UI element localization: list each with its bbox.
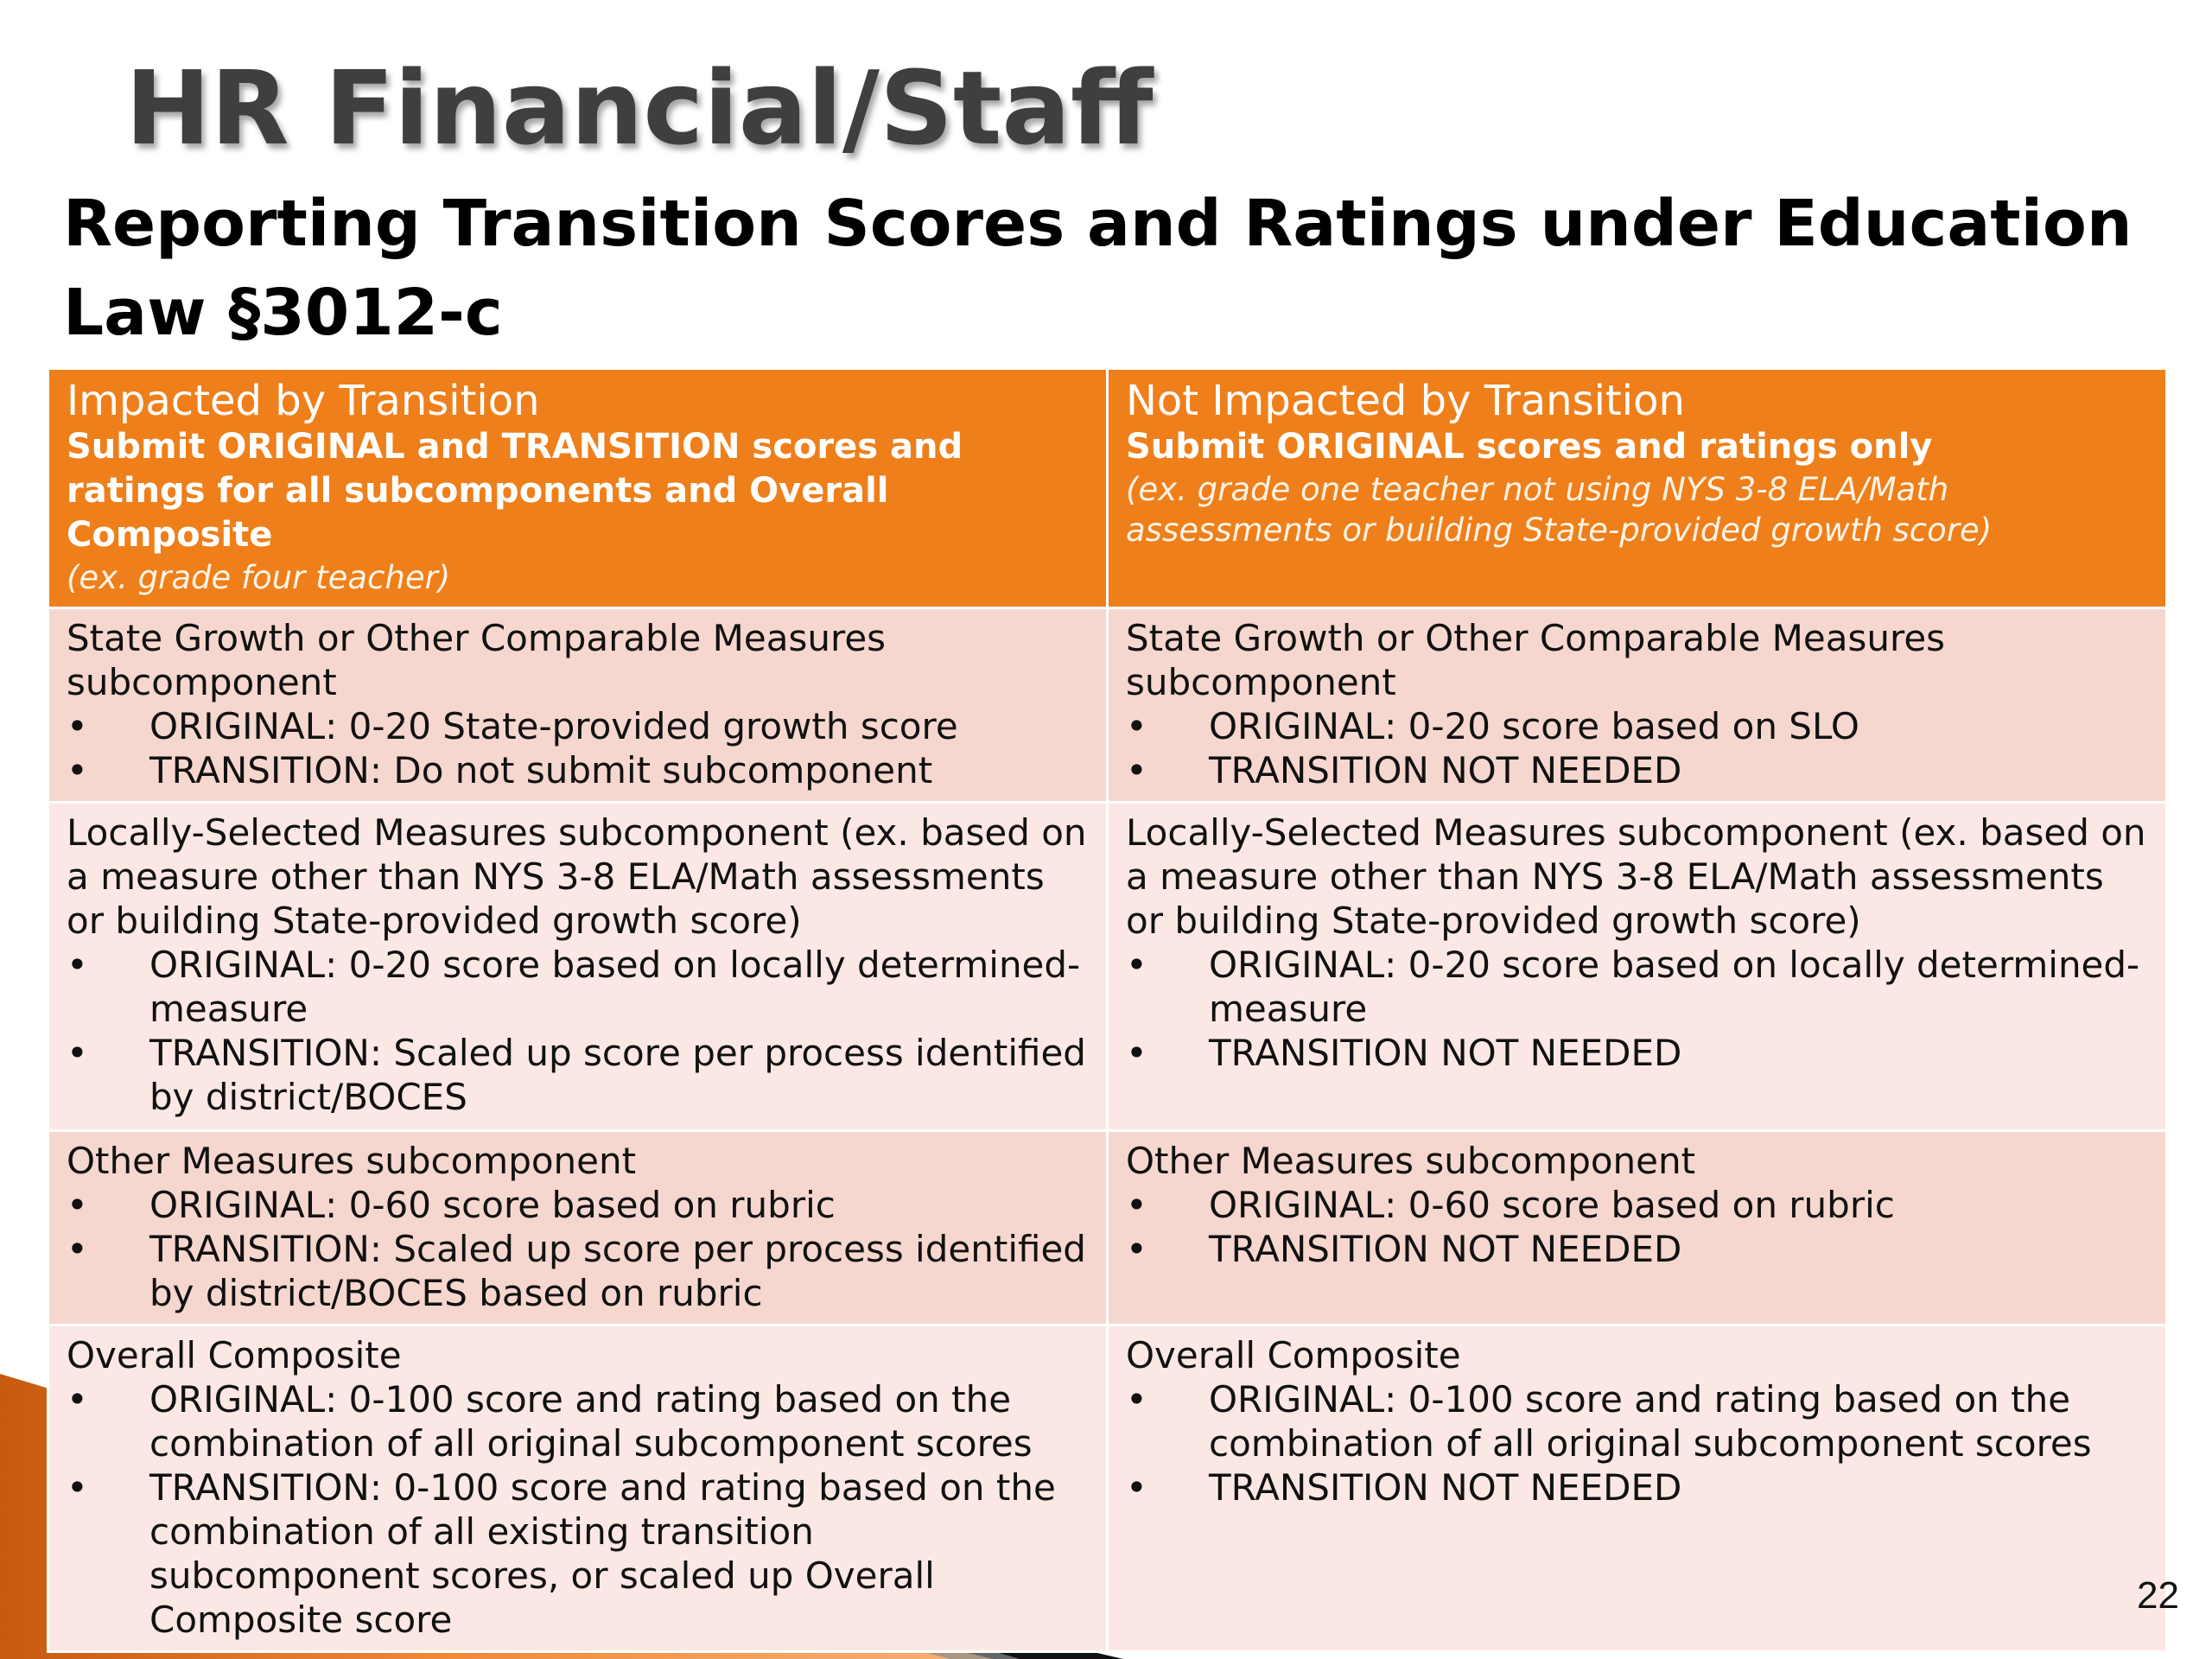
list-item xyxy=(67,1465,1089,1642)
table-cell xyxy=(1108,1325,2167,1652)
list-item-text: ORIGINAL: 0-100 score and rating based on the combination of all original subcomponent scores xyxy=(149,1378,1033,1465)
list-item xyxy=(67,1377,1089,1465)
column-title: Not Impacted by Transition xyxy=(1126,377,1685,425)
bullet-list xyxy=(67,704,1089,792)
bullet-icon: • xyxy=(67,705,88,747)
cell-heading: Locally-Selected Measures subcomponent (ex. based on a measure other than NYS 3-8 ELA/Math assessments or building State-provided growth score) xyxy=(67,811,1087,942)
bullet-icon: • xyxy=(1126,1378,1147,1421)
list-item xyxy=(67,748,1089,792)
table-row-locally-selected xyxy=(48,803,2167,1131)
cell-heading: State Growth or Other Comparable Measures subcomponent xyxy=(67,617,887,703)
page-number: 22 xyxy=(2137,1574,2179,1617)
bullet-icon: • xyxy=(1126,1032,1147,1074)
cell-heading: Locally-Selected Measures subcomponent (ex. based on a measure other than NYS 3-8 ELA/Math assessments or building State-provided growth score) xyxy=(1126,811,2146,942)
slide-title: HR Financial/Staff xyxy=(125,48,1154,168)
table-cell xyxy=(48,803,1108,1131)
column-instruction: Submit ORIGINAL and TRANSITION scores and ratings for all subcomponents and Overall Composite xyxy=(67,427,963,555)
bullet-icon: • xyxy=(1126,1466,1147,1509)
list-item-text: TRANSITION: 0-100 score and rating based on the combination of all existing transition subcomponent scores, or scaled up Overall Composite score xyxy=(149,1466,1056,1641)
cell-heading: Other Measures subcomponent xyxy=(67,1140,637,1182)
bullet-icon: • xyxy=(1126,944,1147,986)
table-cell xyxy=(48,608,1108,803)
bullet-icon: • xyxy=(1126,705,1147,747)
bullet-icon: • xyxy=(67,749,88,791)
list-item xyxy=(67,1227,1089,1315)
table-cell xyxy=(48,1325,1108,1652)
list-item-text: TRANSITION NOT NEEDED xyxy=(1209,1032,1682,1074)
column-title: Impacted by Transition xyxy=(67,377,540,425)
list-item-text: TRANSITION NOT NEEDED xyxy=(1209,1228,1682,1270)
list-item xyxy=(1126,1377,2148,1465)
bullet-icon: • xyxy=(1126,749,1147,791)
bullet-list xyxy=(67,943,1089,1119)
bullet-icon: • xyxy=(67,1032,88,1074)
list-item xyxy=(67,1031,1089,1119)
bullet-icon: • xyxy=(1126,1228,1147,1270)
list-item-text: ORIGINAL: 0-60 score based on rubric xyxy=(149,1184,836,1226)
table-cell xyxy=(1108,1131,2167,1325)
bullet-list xyxy=(67,1377,1089,1642)
bullet-icon: • xyxy=(67,1184,88,1226)
list-item-text: TRANSITION NOT NEEDED xyxy=(1209,1466,1682,1509)
list-item xyxy=(1126,748,2148,792)
header-row xyxy=(48,369,2167,608)
cell-heading: State Growth or Other Comparable Measures subcomponent xyxy=(1126,617,1946,703)
table-row-other-measures xyxy=(48,1131,2167,1325)
bullet-list xyxy=(1126,1183,2148,1271)
list-item xyxy=(1126,1227,2148,1271)
list-item xyxy=(67,1183,1089,1227)
list-item-text: ORIGINAL: 0-60 score based on rubric xyxy=(1209,1184,1895,1226)
bullet-list xyxy=(67,1183,1089,1315)
list-item-text: TRANSITION: Do not submit subcomponent xyxy=(149,749,933,791)
cell-heading: Overall Composite xyxy=(67,1334,402,1376)
column-example: (ex. grade four teacher) xyxy=(67,559,451,596)
list-item-text: ORIGINAL: 0-20 State-provided growth score xyxy=(149,705,958,747)
bullet-icon: • xyxy=(67,1466,88,1509)
bullet-list xyxy=(1126,704,2148,792)
column-instruction: Submit ORIGINAL scores and ratings only xyxy=(1126,427,1933,467)
column-example: (ex. grade one teacher not using NYS 3-8 ELA/Math assessments or building State-provided growth score) xyxy=(1126,471,1993,549)
list-item-text: ORIGINAL: 0-20 score based on locally determined-measure xyxy=(1209,944,2140,1030)
bullet-icon: • xyxy=(67,1228,88,1270)
table-cell xyxy=(48,1131,1108,1325)
list-item xyxy=(1126,1183,2148,1227)
list-item xyxy=(67,704,1089,748)
list-item-text: ORIGINAL: 0-100 score and rating based on the combination of all original subcomponent scores xyxy=(1209,1378,2092,1465)
table-cell xyxy=(1108,608,2167,803)
cell-heading: Other Measures subcomponent xyxy=(1126,1140,1696,1182)
list-item xyxy=(1126,1031,2148,1075)
slide-subtitle: Reporting Transition Scores and Ratings under Education Law §3012-c xyxy=(63,187,2133,350)
table-cell xyxy=(1108,803,2167,1131)
column-header-impacted xyxy=(48,369,1108,608)
table-row-overall-composite xyxy=(48,1325,2167,1652)
list-item-text: ORIGINAL: 0-20 score based on locally determined-measure xyxy=(149,944,1081,1030)
list-item-text: TRANSITION: Scaled up score per process identified by district/BOCES based on rubric xyxy=(149,1228,1086,1314)
list-item xyxy=(1126,704,2148,748)
bullet-list xyxy=(1126,943,2148,1075)
list-item xyxy=(1126,1465,2148,1510)
list-item-text: TRANSITION NOT NEEDED xyxy=(1209,749,1682,791)
list-item xyxy=(1126,943,2148,1031)
table-row-state-growth xyxy=(48,608,2167,803)
transition-table xyxy=(47,367,2168,1653)
column-header-not-impacted xyxy=(1108,369,2167,608)
bullet-icon: • xyxy=(67,944,88,986)
bullet-icon: • xyxy=(1126,1184,1147,1226)
cell-heading: Overall Composite xyxy=(1126,1334,1461,1376)
bullet-list xyxy=(1126,1377,2148,1510)
list-item xyxy=(67,943,1089,1031)
bullet-icon: • xyxy=(67,1378,88,1421)
list-item-text: ORIGINAL: 0-20 score based on SLO xyxy=(1209,705,1859,747)
list-item-text: TRANSITION: Scaled up score per process identified by district/BOCES xyxy=(149,1032,1086,1118)
